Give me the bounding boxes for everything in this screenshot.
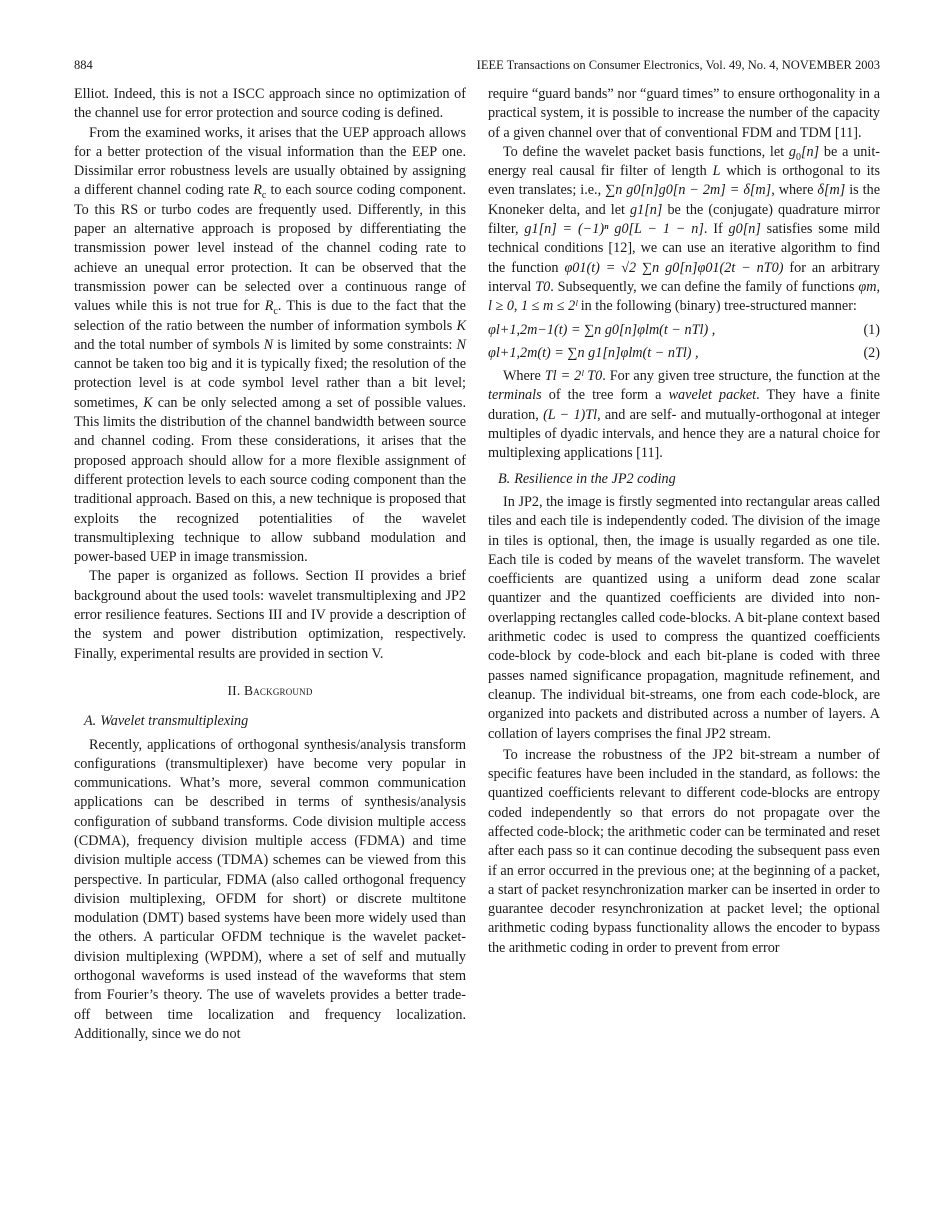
paragraph: Where Tl = 2ˡ T0. For any given tree structure, the function at the terminals of the tree form a wavelet packet. They have a finite duration, (L − 1)Tl, and are self- and mutually-orthogonal at integer multiples of dyadic intervals, and hence they are a natural choice for multiplexing applications [11]. <box>488 368 880 462</box>
equation-number: (2) <box>863 344 880 361</box>
paragraph: To increase the robustness of the JP2 bit-stream a number of specific features have been included in the standard, as follows: the quantized coefficients relevant to different code-blocks are entropy coded independently so that errors do not propagate over the affected code-block; the arithmetic coder can be terminated and reset after each pass so it can continue decoding the subsequent pass even if an error occurred in the previous one; at the beginning of a packet, a start of packet resynchronization marker can be inserted in order to guarantee decoder resynchronization at packet level; the optional arithmetic coding bypass functionality allows the encoder to bypass the arithmetic coding in order to prevent from error <box>488 746 880 956</box>
page-number: 884 <box>74 58 93 72</box>
paragraph: Recently, applications of orthogonal synthesis/analysis transform configurations (transmultiplexer) have become very popular in communications. What’s more, several common communication applications can be described in terms of synthesis/analysis configuration of subband transforms. Code division multiple access (CDMA), frequency division multiple access (FDMA) and time division multiple access (TDMA) schemes can be viewed from this perspective. In particular, FDMA (also called orthogonal frequency division multiplexing, OFDM for short) or discrete multitone modulation (DMT) based systems have been more widely used than the others. A particular OFDM technique is the wavelet packet-division multiplexing (WPDM), where a set of self and mutually orthogonal waveforms is used instead of the waveforms that stem from Fourier’s theory. The use of wavelets provides a better trade-off between time localization and frequency localization. Additionally, since we do not <box>74 736 466 1042</box>
section-heading: II. Background <box>227 682 313 698</box>
equation-1: φl+1,2m−1(t) = ∑n g0[n]φlm(t − nTl) , (1) <box>488 321 880 340</box>
paragraph: From the examined works, it arises that the UEP approach allows for a better protection of the visual information than the EEP one. Dissimilar error robustness levels are usually obtained by assigning a different channel coding rate $R_c$ to each source coding component. To this RS or turbo codes are frequently used. Differently, in this paper an alternative approach is proposed by differentiating the transmission power level instead of the channel coding rate to achieve an unequal error protection. It can be observed that the transmission power can be selected over a continuous range of values while this is not true for $R_c$. This is due to the fact that the selection of the ratio between the number of information symbols K and the total number of symbols N is limited by some constraints: N cannot be taken too big and it is typically fixed; the resolution of the protection level is at code symbol level rather than a bit level; sometimes, K can be only selected among a set of possible values. This limits the distribution of the channel bandwidth between source and channel coding. From these considerations, it arises that the proposed approach should allow for a more flexible assignment of different protection levels to each source coding component than the traditional approach. Based on this, a new technique is proposed that exploits the recognized potentialities of the wavelet transmultiplexing technique to allow subband modulation and power-based UEP in image transmission. <box>74 124 466 566</box>
scaling-function-formula: φ01(t) = √2 ∑n g0[n]φ01(2t − nT0) <box>564 259 784 276</box>
paragraph: To define the wavelet packet basis functions, let $g_0[n]$ be a unit-energy real causal fir filter of length L which is orthogonal to its even translates; i.e., ∑n g0[n]g0[n − 2m] = δ[m], where δ[m] is the Knoneker delta, and let g1[n] be the (conjugate) quadrature mirror filter, g1[n] = (−1)ⁿ g0[L − 1 − n]. If g0[n] satisfies some mild technical conditions [12], we can use an iterative algorithm to find the function φ01(t) = √2 ∑n g0[n]φ01(2t − nT0) for an arbitrary interval T0. Subsequently, we can define the family of functions φm, l ≥ 0, 1 ≤ m ≤ 2ˡ in the following (binary) tree-structured manner: <box>488 143 881 315</box>
orthogonality-formula: ∑n g0[n]g0[n − 2m] = δ[m] <box>605 182 772 199</box>
right-column <box>488 85 880 958</box>
equation-2: φl+1,2m(t) = ∑n g1[n]φlm(t − nTl) , (2) <box>488 344 880 363</box>
paragraph: In JP2, the image is firstly segmented into rectangular areas called tiles and each tile is independently coded. The division of the image in tiles is optional, then, the image is usually regarded as one tile. Each tile is coded by means of the wavelet transform. The wavelet coefficients are quantized using a uniform dead zone scalar quantizer and the quantized coefficients are divided into non-overlapping rectangles called code-blocks. A bit-plane context based arithmetic codec is used to compress the quantized coefficients code-block by code-block and each bit-plane is coded with three passes named significance propagation, magnitude refinement, and cleanup. The individual bit-streams, one from each code-block, are organized into packets and distributed across a number of layers. A collation of layers comprises the final JP2 stream. <box>488 493 880 742</box>
equation-number: (1) <box>863 321 880 338</box>
subsection-heading: A. Wavelet transmultiplexing <box>84 713 249 730</box>
left-column <box>74 85 466 1044</box>
running-header: IEEE Transactions on Consumer Electronics, Vol. 49, No. 4, NOVEMBER 2003 <box>476 58 880 72</box>
paragraph: require “guard bands” nor “guard times” to ensure orthogonality in a practical system, it is possible to increase the number of the capacity of a given channel over that of conventional FDM and TDM [11]. <box>488 86 880 141</box>
qmf-formula: g1[n] = (−1)ⁿ g0[L − 1 − n] <box>524 221 704 238</box>
paragraph: The paper is organized as follows. Section II provides a brief background about the used tools: wavelet transmultiplexing and JP2 error resilience features. Sections III and IV provide a description of the system and power distribution optimization, respectively. Finally, experimental results are provided in section V. <box>74 568 466 662</box>
paragraph: Elliot. Indeed, this is not a ISCC approach since no optimization of the channel use for error protection and source coding is defined. <box>74 86 466 122</box>
subsection-heading: B. Resilience in the JP2 coding <box>498 470 676 487</box>
